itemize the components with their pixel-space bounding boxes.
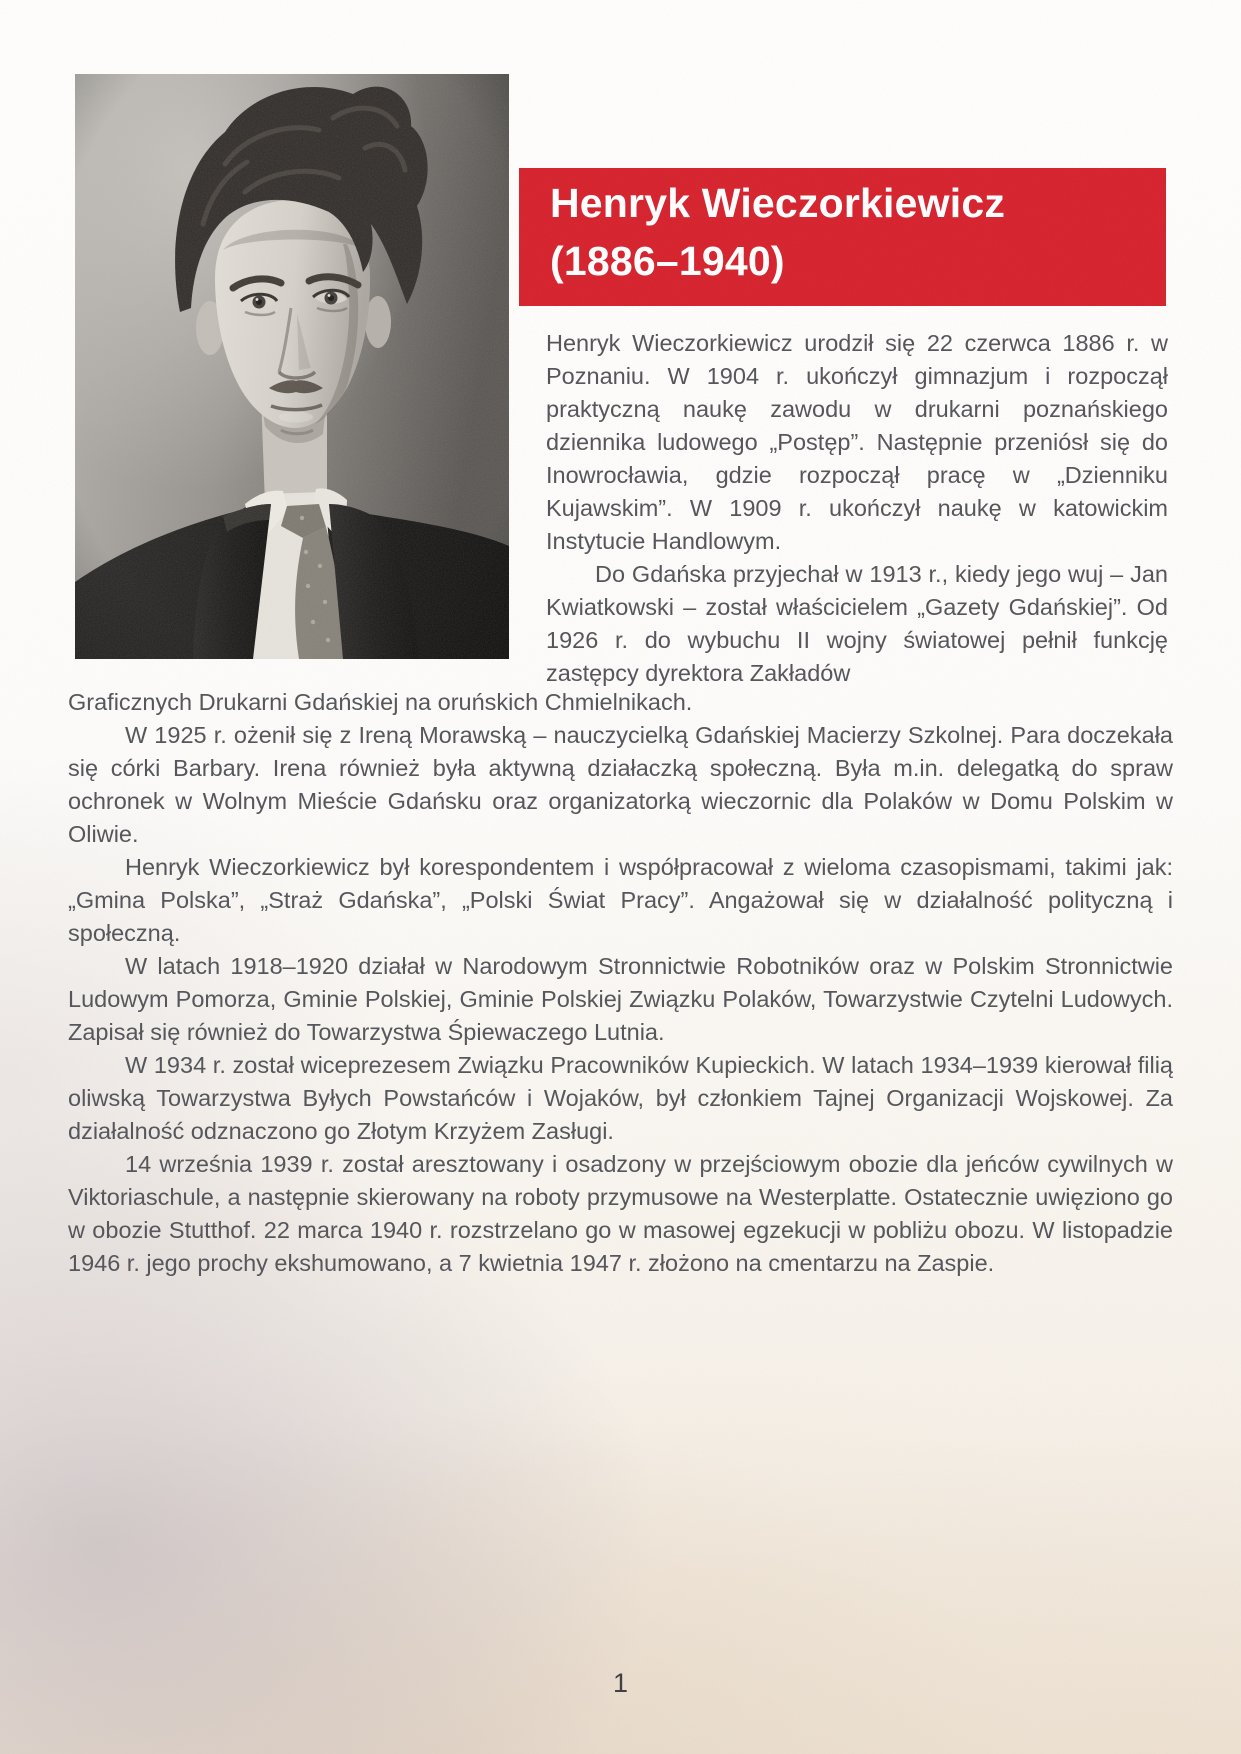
paragraph-political-activity: W latach 1918–1920 działał w Narodowym Stronnictwie Robotników oraz w Polskim Stronnictwie Ludowym Pomorza, Gminie Polskiej, Gminie Polskiej Związku Polaków, Towarzystwie Czytelni Ludowych. Zapisał się również do Towarzystwa Śpiewaczego Lutnia. — [68, 953, 1173, 1045]
page-title-name: Henryk Wieczorkiewicz — [550, 180, 1006, 226]
page-title-dates: (1886–1940) — [550, 238, 785, 284]
paragraph-1934-roles: W 1934 r. został wiceprezesem Związku Pracowników Kupieckich. W latach 1934–1939 kierował filią oliwską Towarzystwa Byłych Powstańców i Wojaków, był członkiem Tajnej Organizacji Wojskowej. Za działalność odznaczono go Złotym Krzyżem Zasługi. — [68, 1052, 1173, 1144]
paragraph-birth-education: Henryk Wieczorkiewicz urodził się 22 czerwca 1886 r. w Poznaniu. W 1904 r. ukończył gimnazjum i rozpoczął praktyczną naukę zawodu w drukarni poznańskiego dziennika ludowego „Postęp”. Następnie przeniósł się do Inowrocławia, gdzie rozpoczął pracę w „Dzienniku Kujawskim”. W 1909 r. ukończył naukę w katowickim Instytucie Handlowym. — [546, 330, 1168, 554]
intro-text-column — [546, 327, 1168, 690]
portrait-photo — [75, 74, 509, 659]
paragraph-marriage: W 1925 r. ożenił się z Ireną Morawską – nauczycielką Gdańskiej Macierzy Szkolnej. Para doczekała się córki Barbary. Irena również była aktywną działaczką społeczną. Była m.in. delegatką do spraw ochronek w Wolnym Mieście Gdańsku oraz organizatorką wieczornic dla Polaków w Domu Polskim w Oliwie. — [68, 722, 1173, 847]
paragraph-arrest-death: 14 września 1939 r. został aresztowany i osadzony w przejściowym obozie dla jeńców cywilnych w Viktoriaschule, a następnie skierowany na roboty przymusowe na Westerplatte. Ostatecznie uwięziono go w obozie Stutthof. 22 marca 1940 r. rozstrzelano go w masowej egzekucji w pobliżu obozu. W listopadzie 1946 r. jego prochy ekshumowano, a 7 kwietnia 1947 r. złożono na cmentarzu na Zaspie. — [68, 1151, 1173, 1276]
paragraph-gdansk-continuation: Graficznych Drukarni Gdańskiej na oruńskich Chmielnikach. — [68, 689, 693, 715]
portrait-photo-image — [75, 74, 509, 659]
paragraph-gdansk-arrival: Do Gdańska przyjechał w 1913 r., kiedy jego wuj – Jan Kwiatkowski – został właścicielem „Gazety Gdańskiej”. Od 1926 r. do wybuchu II wojny światowej pełnił funkcję zastępcy dyrektora Zakładów — [546, 561, 1168, 686]
page-number: 1 — [612, 1668, 629, 1698]
page-title — [519, 168, 1166, 290]
body-text — [68, 686, 1173, 1280]
title-banner — [519, 168, 1166, 306]
paragraph-correspondent: Henryk Wieczorkiewicz był korespondentem i współpracował z wieloma czasopismami, takimi jak: „Gmina Polska”, „Straż Gdańska”, „Polski Świat Pracy”. Angażował się w działalność polityczną i społeczną. — [68, 854, 1173, 946]
